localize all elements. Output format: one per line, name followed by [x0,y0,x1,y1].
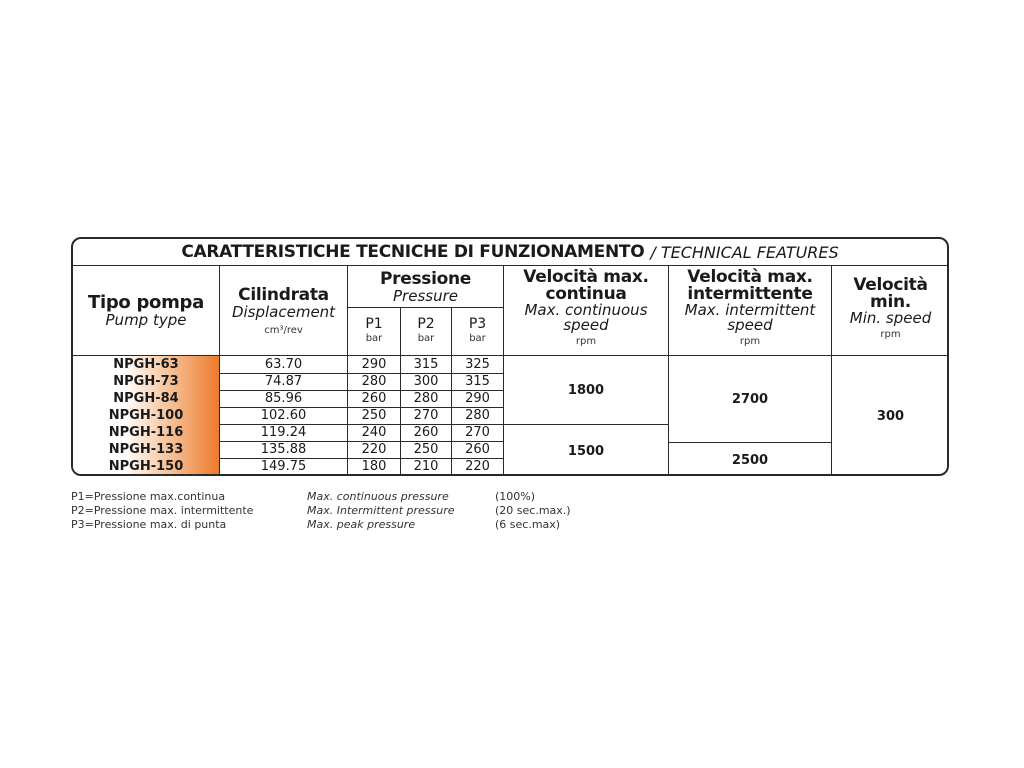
header-pressure-en: Pressure [393,287,458,305]
p1-cell: 280 [361,374,387,389]
legend-p1-note: (100%) [495,490,536,503]
legend-p2-note: (20 sec.max.) [495,504,571,517]
header-p2 [401,317,451,344]
p1-cell: 240 [361,425,387,440]
p1-cell: 290 [361,357,387,372]
header-max-cont-en1: Max. continuous [524,301,648,319]
header-max-intermittent-speed [669,269,831,347]
p2-cell: 300 [413,374,439,389]
header-max-continuous-speed [504,269,668,347]
pump-type-cell: NPGH-116 [73,424,219,441]
pump-type-cell: NPGH-133 [73,441,219,458]
header-pressure [348,271,503,304]
max-continuous-speed-b: 1500 [567,444,605,459]
legend-p1-it: P1=Pressione max.continua [71,490,226,503]
header-max-int-it1: Velocità max. [687,267,813,287]
legend-row-p3 [71,518,671,532]
legend-p1-en: Max. continuous pressure [307,490,449,503]
header-p1-unit: bar [365,333,383,344]
p2-cell: 270 [413,408,439,423]
legend-p3-note: (6 sec.max) [495,518,561,531]
col-divider [831,265,832,476]
title-english: / TECHNICAL FEATURES [650,242,839,262]
header-max-cont-it2: continua [545,284,627,304]
p3-cell: 270 [465,425,490,440]
header-displacement [220,287,347,336]
header-p3-label: P3 [468,316,487,332]
pressure-subheader-divider [348,307,503,308]
legend-p2-it: P2=Pressione max. intermittente [71,504,254,517]
header-p2-unit: bar [417,333,435,344]
displacement-cell: 119.24 [260,425,307,440]
p3-cell: 315 [465,374,490,389]
header-p2-label: P2 [417,316,435,332]
legend [71,490,671,532]
header-max-int-it2: intermittente [687,284,813,304]
header-max-cont-en2: speed [563,316,609,334]
p2-cell: 250 [413,442,439,457]
p3-cell: 325 [465,357,490,372]
header-pump-type-it: Tipo pompa [87,292,204,313]
min-speed-value: 300 [876,409,905,424]
header-p1-label: P1 [365,316,383,332]
legend-row-p1 [71,490,671,504]
header-max-cont-unit: rpm [575,336,597,347]
header-displacement-it: Cilindrata [238,285,329,305]
p2-cell: 315 [413,357,439,372]
displacement-cell: 135.88 [260,442,307,457]
p1-cell: 250 [361,408,387,423]
pump-type-cell: NPGH-150 [73,458,219,475]
header-pump-type-en: Pump type [105,311,187,329]
header-pressure-it: Pressione [379,269,472,289]
header-max-cont-it1: Velocità max. [523,267,649,287]
p2-cell: 280 [413,391,439,406]
col-divider [668,265,669,476]
title-italian: CARATTERISTICHE TECNICHE DI FUNZIONAMENTO [181,242,645,262]
p3-cell: 280 [465,408,490,423]
legend-row-p2 [71,504,671,518]
header-max-int-unit: rpm [739,336,761,347]
header-min-speed [832,277,949,340]
technical-features-table [71,237,949,476]
continuous-speed-divider [503,424,668,425]
pump-type-cell: NPGH-63 [73,356,219,373]
displacement-cell: 102.60 [260,408,307,423]
p1-cell: 180 [361,459,387,474]
displacement-cell: 85.96 [264,391,303,406]
max-intermittent-speed-a: 2700 [731,392,769,407]
displacement-cell: 74.87 [264,374,303,389]
p3-cell: 290 [465,391,490,406]
pump-type-cell: NPGH-84 [73,390,219,407]
table-title [73,239,947,266]
p1-cell: 220 [361,442,387,457]
p3-cell: 260 [465,442,490,457]
header-p3-unit: bar [469,333,486,344]
pump-type-cell: NPGH-100 [73,407,219,424]
legend-p3-it: P3=Pressione max. di punta [71,518,227,531]
displacement-cell: 149.75 [260,459,307,474]
header-min-en: Min. speed [849,309,932,327]
header-max-int-en2: speed [727,316,773,334]
p2-cell: 260 [413,425,439,440]
intermittent-speed-divider [668,442,831,443]
legend-p3-en: Max. peak pressure [307,518,416,531]
header-min-unit: rpm [880,329,901,340]
p3-cell: 220 [465,459,490,474]
max-intermittent-speed-b: 2500 [731,453,769,468]
header-displacement-en: Displacement [231,303,336,321]
header-max-int-en1: Max. intermittent [684,301,816,319]
header-pump-type [73,294,219,328]
legend-p2-en: Max. Intermittent pressure [307,504,455,517]
header-p3 [452,317,503,344]
p1-cell: 260 [361,391,387,406]
pump-type-cell: NPGH-73 [73,373,219,390]
p2-cell: 210 [413,459,439,474]
header-min-it2: min. [870,292,911,312]
max-continuous-speed-a: 1800 [567,383,605,398]
displacement-cell: 63.70 [264,357,303,372]
header-min-it1: Velocità [853,275,928,295]
header-displacement-unit: cm³/rev [264,325,303,336]
header-p1 [348,317,400,344]
